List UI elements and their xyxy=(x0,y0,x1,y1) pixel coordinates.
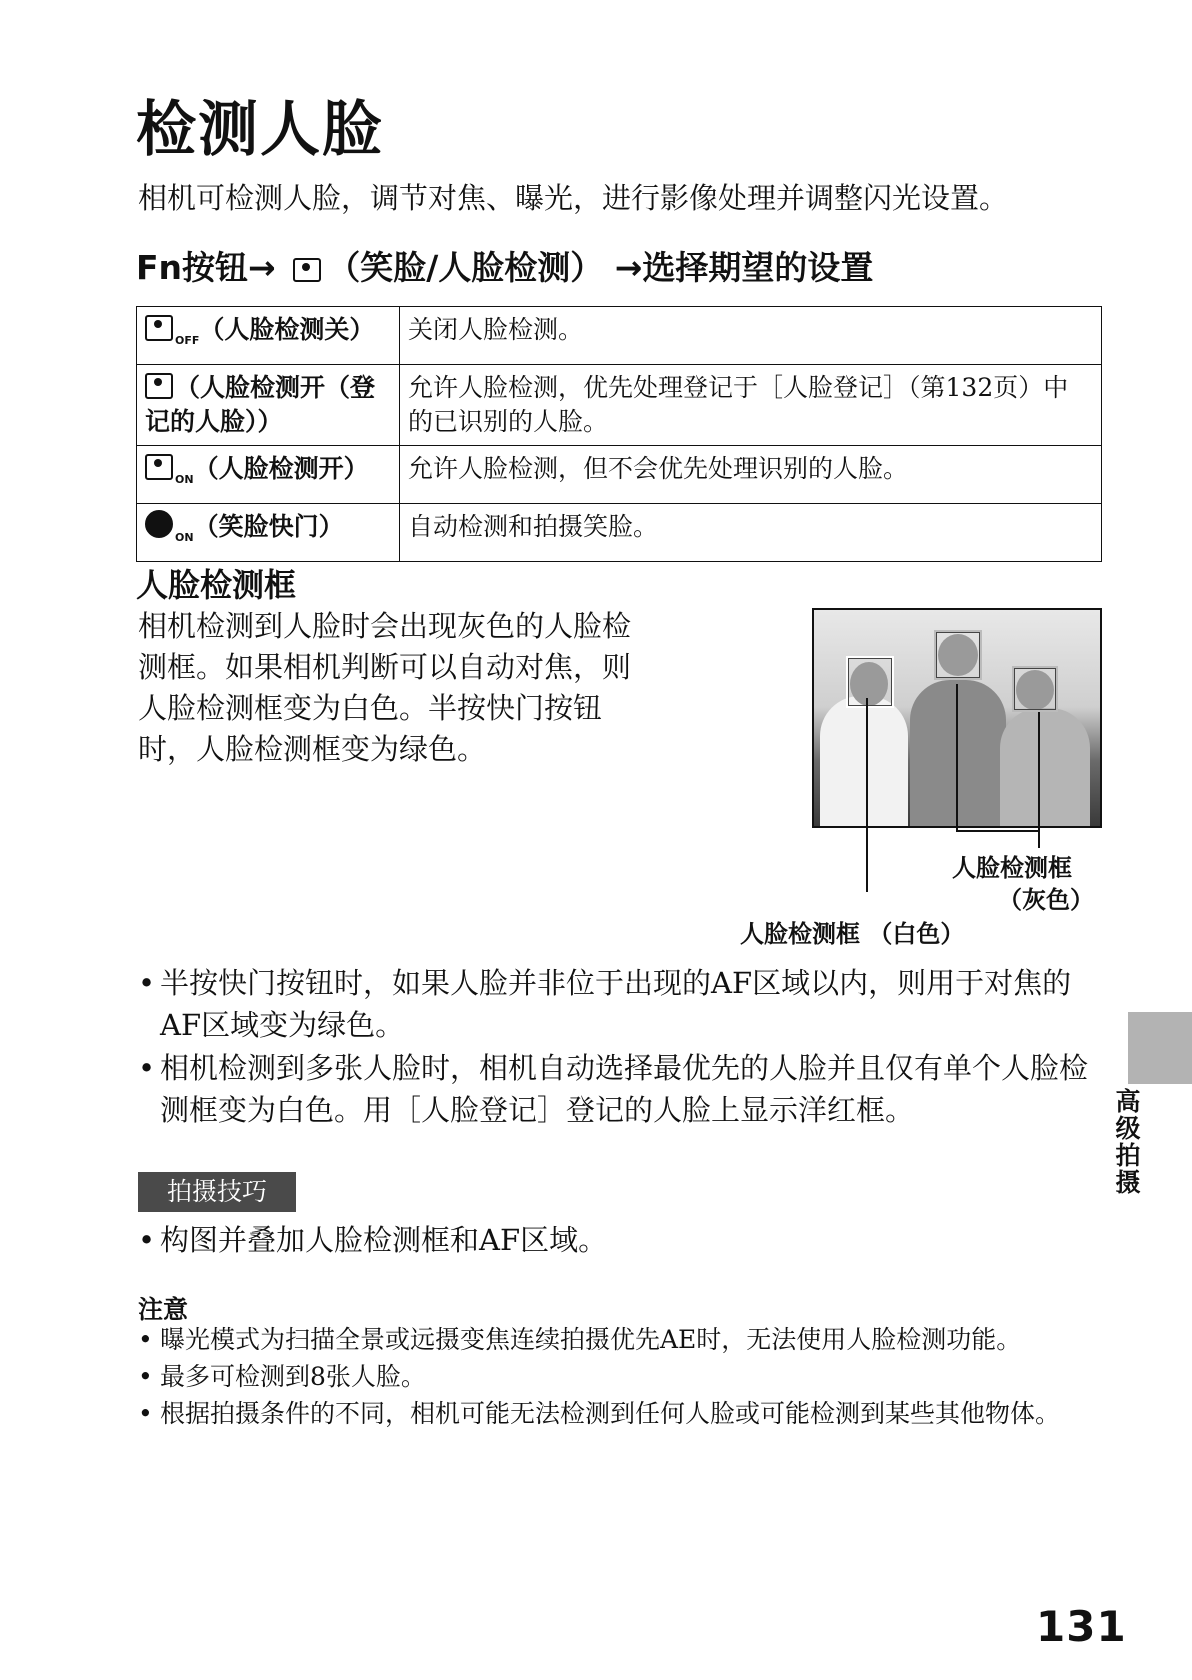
intro-text: 相机可检测人脸，调节对焦、曝光，进行影像处理并调整闪光设置。 xyxy=(138,181,1009,215)
setting-name-cell: $_{OFF}$（人脸检测关） xyxy=(137,307,400,365)
table-row xyxy=(137,504,1102,562)
list-item: • 构图并叠加人脸检测框和AF区域。 xyxy=(138,1220,607,1260)
fn-button-label: Fn按钮 xyxy=(136,248,249,287)
section-body: 相机检测到人脸时会出现灰色的人脸检测框。如果相机判断可以自动对焦，则人脸检测框变为白色。半按快门按钮时，人脸检测框变为绿色。 xyxy=(138,609,632,766)
label-gray-color: （灰色） xyxy=(998,886,1094,914)
label-gray-frame: 人脸检测框 xyxy=(952,854,1072,882)
label-white-frame: 人脸检测框 （白色） xyxy=(740,920,965,948)
setting-desc-cell: 关闭人脸检测。 xyxy=(400,307,1102,365)
menu-path xyxy=(136,242,873,289)
tip-badge: 拍摄技巧 xyxy=(138,1172,296,1212)
menu-path-end: →选择期望的设置 xyxy=(614,248,874,287)
setting-desc-cell: 允许人脸检测，但不会优先处理识别的人脸。 xyxy=(400,446,1102,504)
smile-face-detection-icon xyxy=(293,258,321,282)
face-detect-registered-icon xyxy=(145,373,173,399)
list-item: • 相机检测到多张人脸时，相机自动选择最优先的人脸并且仅有单个人脸检测框变为白色。用［人脸登记］登记的人脸上显示洋红框。 xyxy=(138,1047,1100,1131)
tip-list xyxy=(138,1220,607,1260)
leader-line xyxy=(956,684,958,832)
menu-item-label: （笑脸/人脸检测） xyxy=(327,248,604,287)
main-bullet-list xyxy=(138,962,1100,1132)
setting-name-cell: $_{ON}$（笑脸快门） xyxy=(137,504,400,562)
list-item: • 半按快门按钮时，如果人脸并非位于出现的AF区域以内，则用于对焦的AF区域变为绿色。 xyxy=(138,962,1100,1046)
setting-name-cell: $_{ON}$（人脸检测开） xyxy=(137,446,400,504)
chapter-label: 高级拍摄 xyxy=(1112,1088,1141,1196)
table-row xyxy=(137,365,1102,446)
setting-desc-cell: 允许人脸检测，优先处理登记于［人脸登记］（第132页）中的已识别的人脸。 xyxy=(400,365,1102,446)
table-row xyxy=(137,307,1102,365)
list-item: • 最多可检测到8张人脸。 xyxy=(138,1359,1088,1394)
leader-line xyxy=(866,698,868,892)
leader-line xyxy=(1038,712,1040,848)
page-title: 检测人脸 xyxy=(136,95,384,165)
setting-name-cell: （人脸检测开（登记的人脸）） xyxy=(137,365,400,446)
note-list xyxy=(138,1322,1088,1433)
section-title: 人脸检测框 xyxy=(136,566,297,604)
face-detect-off-icon xyxy=(145,315,173,341)
note-title: 注意 xyxy=(138,1295,189,1324)
list-item: • 曝光模式为扫描全景或远摄变焦连续拍摄优先AE时，无法使用人脸检测功能。 xyxy=(138,1322,1088,1357)
face-frame-white xyxy=(846,656,894,708)
table-row xyxy=(137,446,1102,504)
chapter-tab xyxy=(1128,1012,1192,1084)
settings-table xyxy=(136,306,1102,562)
face-detect-on-icon xyxy=(145,454,173,480)
face-frame-gray xyxy=(934,630,982,680)
person-figure xyxy=(910,680,1006,828)
face-frame-gray xyxy=(1012,666,1058,712)
leader-line xyxy=(956,830,1040,832)
smile-shutter-icon xyxy=(145,510,173,538)
person-figure xyxy=(1000,708,1090,828)
arrow-icon: → xyxy=(248,248,276,287)
person-figure xyxy=(820,696,908,828)
setting-desc-cell: 自动检测和拍摄笑脸。 xyxy=(400,504,1102,562)
list-item: • 根据拍摄条件的不同，相机可能无法检测到任何人脸或可能检测到某些其他物体。 xyxy=(138,1396,1088,1431)
page-number: 131 xyxy=(1036,1602,1127,1651)
